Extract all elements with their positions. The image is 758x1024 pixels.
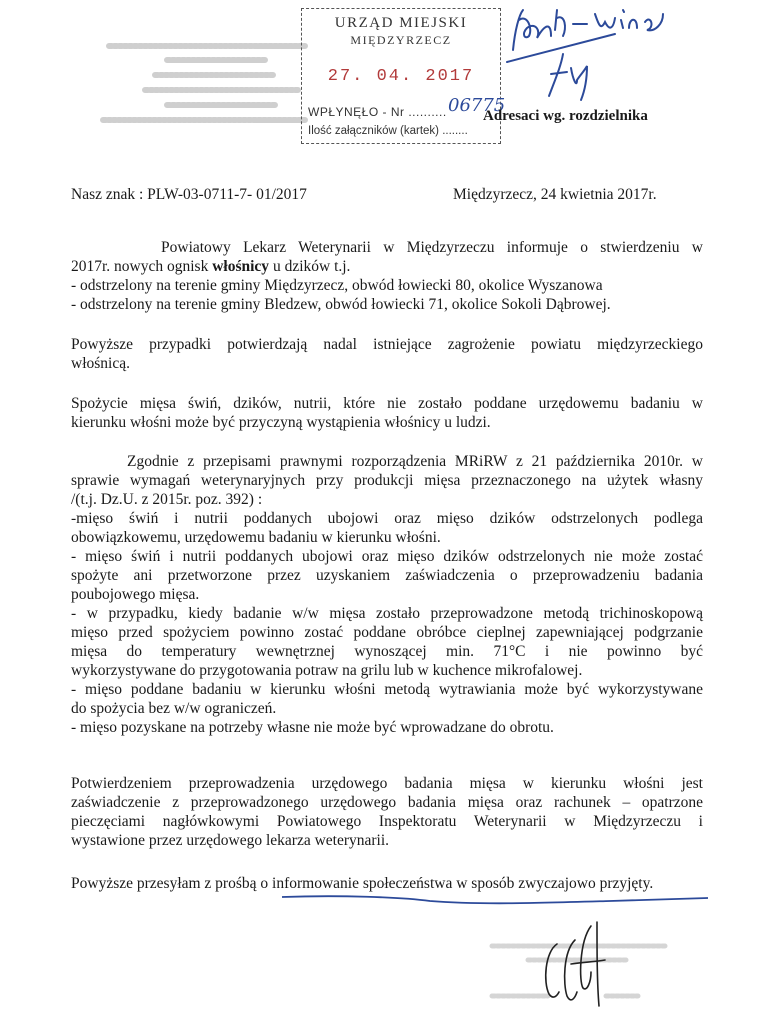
text-line: /(t.j. Dz.U. z 2015r. poz. 392) : bbox=[71, 491, 263, 508]
text-span: u dzików t.j. bbox=[269, 258, 351, 275]
text-line: Spożycie mięsa świń, dzików, nutrii, które nie zostało poddane urzędowemu badaniu w bbox=[71, 395, 703, 412]
text-line: Powyższe przesyłam z prośbą o informowanie społeczeństwa w sposób zwyczajowo przyjęty. bbox=[71, 875, 654, 892]
recipients: Adresaci wg. rozdzielnika bbox=[483, 108, 648, 124]
stamp-received-label: WPŁYNĘŁO - Nr .......... bbox=[308, 105, 447, 119]
registration-stamp bbox=[301, 8, 506, 144]
text-line: - mięso pozyskane na potrzeby własne nie może być wprowadzane do obrotu. bbox=[71, 719, 554, 736]
stamp-date: 27. 04. 2017 bbox=[327, 67, 475, 86]
text-line: zaświadczenie z przeprowadzonego urzędowego badania mięsa oraz rachunek – opatrzone bbox=[71, 794, 703, 811]
text-line: - mięso świń i nutrii poddanych ubojowi oraz mięso dzików odstrzelonych nie może zostać bbox=[71, 548, 703, 565]
handwritten-note bbox=[505, 0, 705, 105]
stamp-attachments: Ilość załączników (kartek) ........ bbox=[308, 125, 468, 137]
text-line: mięsa do temperatury wewnętrznej wynoszącej min. 71°C i nie powinno być bbox=[71, 643, 703, 660]
paragraph-regulations bbox=[71, 452, 703, 737]
paragraph-confirmation bbox=[71, 774, 703, 850]
text-line: obowiązkowemu, urzędowemu badaniu w kierunku włośni. bbox=[71, 529, 441, 546]
text-line: Powiatowy Lekarz Weterynarii w Międzyrzeczu informuje o stwierdzeniu w bbox=[161, 239, 703, 256]
text-line: Powyższe przypadki potwierdzają nadal istniejące zagrożenie powiatu międzyrzeckiego bbox=[71, 336, 703, 353]
text-line: wykorzystywane do przygotowania potraw na grilu lub w kuchence mikrofalowej. bbox=[71, 662, 583, 679]
text-line: włośnicą. bbox=[71, 355, 130, 372]
letterhead-stamp bbox=[95, 38, 310, 128]
paragraph-intro bbox=[71, 238, 703, 314]
text-line: poubojowego mięsa. bbox=[71, 586, 200, 603]
text-line: Potwierdzeniem przeprowadzenia urzędowego badania mięsa w kierunku włośni jest bbox=[71, 775, 703, 792]
stamp-city: MIĘDZYRZECZ bbox=[350, 33, 452, 47]
bold-term: włośnicy bbox=[212, 258, 270, 275]
pen-underline bbox=[280, 893, 710, 907]
text-line: - mięso poddane badaniu w kierunku włośni metodą wytrawiania może być wykorzystywane bbox=[71, 681, 703, 698]
stamp-office: URZĄD MIEJSKI bbox=[334, 15, 468, 31]
paragraph-request bbox=[71, 874, 703, 893]
list-item: - odstrzelony na terenie gminy Międzyrzecz, obwód łowiecki 80, okolice Wyszanowa bbox=[71, 277, 603, 294]
text-line: Zgodnie z przepisami prawnymi rozporządzenia MRiRW z 21 października 2010r. w bbox=[127, 453, 703, 470]
text-span: 2017r. nowych ognisk bbox=[71, 258, 213, 275]
text-line: do spożycia bez w/w ograniczeń. bbox=[71, 700, 277, 717]
stamp-received-number: 06775 bbox=[448, 95, 506, 116]
list-item: - odstrzelony na terenie gminy Bledzew, obwód łowiecki 71, okolice Sokoli Dąbrowej. bbox=[71, 296, 611, 313]
text-line: spożyte ani przetworzone przez uzyskaniem zaświadczenia o przeprowadzeniu badania bbox=[71, 567, 703, 584]
text-line: -mięso świń i nutrii poddanych ubojowi oraz mięso dzików odstrzelonych podlega bbox=[71, 510, 703, 527]
text-line bbox=[71, 257, 703, 276]
text-line: sprawie wymagań weterynaryjnych przy produkcji mięsa przeznaczonego na użytek własny bbox=[71, 472, 703, 489]
paragraph-consumption bbox=[71, 394, 703, 432]
paragraph-threat bbox=[71, 335, 703, 373]
text-line: - w przypadku, kiedy badanie w/w mięsa zostało przeprowadzone metodą trichinoskopową bbox=[71, 605, 703, 622]
signature bbox=[535, 922, 615, 1012]
place-date: Międzyrzecz, 24 kwietnia 2017r. bbox=[453, 186, 657, 203]
text-line: pieczęciami nagłówkowymi Powiatowego Inspektoratu Weterynarii w Międzyrzeczu i bbox=[71, 813, 703, 830]
text-line: mięso przed spożyciem powinno zostać poddane obróbce cieplnej zapewniającej podgrzanie bbox=[71, 624, 703, 641]
reference-number: Nasz znak : PLW-03-0711-7- 01/2017 bbox=[71, 186, 307, 203]
text-line: kierunku włośni może być przyczyną wystąpienia włośnicy u ludzi. bbox=[71, 414, 491, 431]
text-line: wystawione przez urzędowego lekarza weterynarii. bbox=[71, 832, 390, 849]
